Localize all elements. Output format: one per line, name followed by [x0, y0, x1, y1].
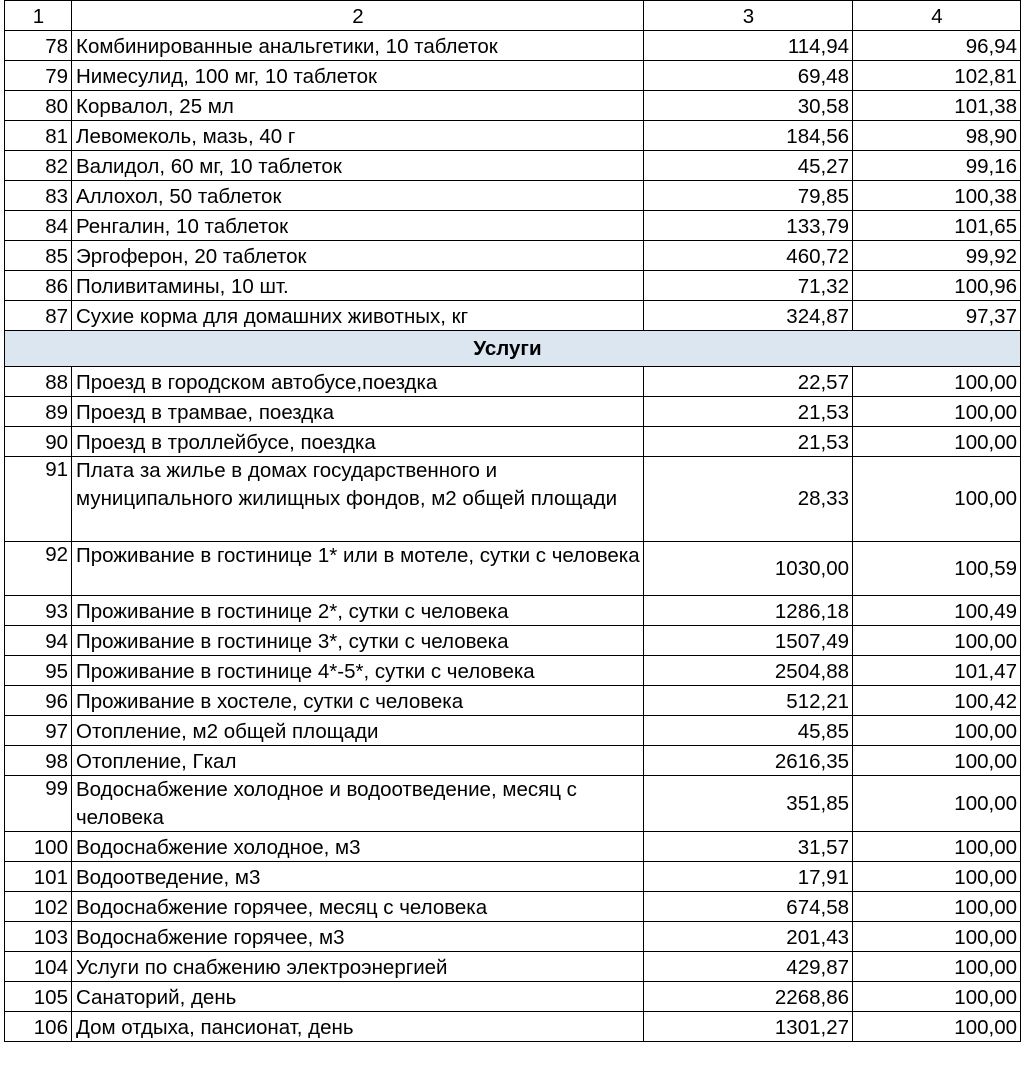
index-percent-cell: 100,00	[853, 952, 1021, 982]
row-number-cell: 99	[5, 776, 72, 832]
price-cell: 45,27	[644, 151, 853, 181]
table-row	[5, 746, 1021, 776]
table-row	[5, 31, 1021, 61]
price-cell: 31,57	[644, 832, 853, 862]
table-row	[5, 91, 1021, 121]
table-row	[5, 271, 1021, 301]
item-name-cell: Валидол, 60 мг, 10 таблеток	[72, 151, 644, 181]
price-cell: 21,53	[644, 427, 853, 457]
price-cell: 184,56	[644, 121, 853, 151]
price-table	[4, 0, 1021, 1042]
header-cell-1: 1	[5, 1, 72, 31]
row-number-cell: 102	[5, 892, 72, 922]
index-percent-cell: 100,00	[853, 982, 1021, 1012]
table-row	[5, 832, 1021, 862]
index-percent-cell: 101,65	[853, 211, 1021, 241]
item-name-cell: Проезд в городском автобусе,поездка	[72, 367, 644, 397]
price-cell: 460,72	[644, 241, 853, 271]
table-row	[5, 656, 1021, 686]
item-name-cell: Водоснабжение горячее, месяц с человека	[72, 892, 644, 922]
item-name-cell: Санаторий, день	[72, 982, 644, 1012]
table-row	[5, 367, 1021, 397]
price-cell: 351,85	[644, 776, 853, 832]
price-cell: 69,48	[644, 61, 853, 91]
row-number-cell: 89	[5, 397, 72, 427]
index-percent-cell: 101,38	[853, 91, 1021, 121]
item-name-cell: Проживание в гостинице 3*, сутки с человека	[72, 626, 644, 656]
index-percent-cell: 100,00	[853, 716, 1021, 746]
index-percent-cell: 100,00	[853, 397, 1021, 427]
price-cell: 201,43	[644, 922, 853, 952]
price-cell: 512,21	[644, 686, 853, 716]
table-row	[5, 427, 1021, 457]
item-name-cell: Проживание в гостинице 1* или в мотеле, сутки с человека	[72, 542, 644, 596]
row-number-cell: 97	[5, 716, 72, 746]
index-percent-cell: 100,49	[853, 596, 1021, 626]
table-row	[5, 542, 1021, 596]
index-percent-cell: 100,00	[853, 746, 1021, 776]
row-number-cell: 96	[5, 686, 72, 716]
item-name-cell: Водоснабжение холодное, м3	[72, 832, 644, 862]
price-cell: 22,57	[644, 367, 853, 397]
price-cell: 45,85	[644, 716, 853, 746]
row-number-cell: 91	[5, 457, 72, 542]
item-name-cell: Проживание в гостинице 2*, сутки с человека	[72, 596, 644, 626]
header-cell-3: 3	[644, 1, 853, 31]
item-name-cell: Водоотведение, м3	[72, 862, 644, 892]
table-row	[5, 952, 1021, 982]
table-row	[5, 1012, 1021, 1042]
price-cell: 17,91	[644, 862, 853, 892]
index-percent-cell: 99,16	[853, 151, 1021, 181]
price-cell: 1286,18	[644, 596, 853, 626]
index-percent-cell: 102,81	[853, 61, 1021, 91]
price-cell: 324,87	[644, 301, 853, 331]
item-name-cell: Дом отдыха, пансионат, день	[72, 1012, 644, 1042]
row-number-cell: 103	[5, 922, 72, 952]
row-number-cell: 98	[5, 746, 72, 776]
header-cell-2: 2	[72, 1, 644, 31]
table-row	[5, 457, 1021, 542]
table-row	[5, 211, 1021, 241]
row-number-cell: 86	[5, 271, 72, 301]
item-name-cell: Аллохол, 50 таблеток	[72, 181, 644, 211]
index-percent-cell: 100,96	[853, 271, 1021, 301]
price-cell: 2616,35	[644, 746, 853, 776]
price-cell: 114,94	[644, 31, 853, 61]
index-percent-cell: 100,00	[853, 367, 1021, 397]
table-row	[5, 716, 1021, 746]
table-row	[5, 982, 1021, 1012]
header-cell-4: 4	[853, 1, 1021, 31]
item-name-cell: Комбинированные анальгетики, 10 таблеток	[72, 31, 644, 61]
row-number-cell: 88	[5, 367, 72, 397]
index-percent-cell: 97,37	[853, 301, 1021, 331]
item-name-cell: Плата за жилье в домах государственного и муниципального жилищных фондов, м2 общей площади	[72, 457, 644, 542]
table-row	[5, 181, 1021, 211]
item-name-cell: Нимесулид, 100 мг, 10 таблеток	[72, 61, 644, 91]
price-cell: 79,85	[644, 181, 853, 211]
table-row	[5, 776, 1021, 832]
table-row	[5, 241, 1021, 271]
item-name-cell: Отопление, Гкал	[72, 746, 644, 776]
row-number-cell: 93	[5, 596, 72, 626]
index-percent-cell: 98,90	[853, 121, 1021, 151]
index-percent-cell: 100,00	[853, 457, 1021, 542]
item-name-cell: Проживание в гостинице 4*-5*, сутки с человека	[72, 656, 644, 686]
item-name-cell: Корвалол, 25 мл	[72, 91, 644, 121]
price-cell: 1030,00	[644, 542, 853, 596]
section-header-row	[5, 331, 1021, 367]
row-number-cell: 84	[5, 211, 72, 241]
index-percent-cell: 100,00	[853, 776, 1021, 832]
price-cell: 674,58	[644, 892, 853, 922]
table-row	[5, 301, 1021, 331]
row-number-cell: 104	[5, 952, 72, 982]
column-number-header-row	[5, 1, 1021, 31]
price-cell: 28,33	[644, 457, 853, 542]
price-cell: 429,87	[644, 952, 853, 982]
row-number-cell: 78	[5, 31, 72, 61]
index-percent-cell: 100,38	[853, 181, 1021, 211]
item-name-cell: Проезд в троллейбусе, поездка	[72, 427, 644, 457]
table-row	[5, 626, 1021, 656]
item-name-cell: Левомеколь, мазь, 40 г	[72, 121, 644, 151]
item-name-cell: Услуги по снабжению электроэнергией	[72, 952, 644, 982]
price-cell: 21,53	[644, 397, 853, 427]
row-number-cell: 85	[5, 241, 72, 271]
row-number-cell: 83	[5, 181, 72, 211]
item-name-cell: Отопление, м2 общей площади	[72, 716, 644, 746]
index-percent-cell: 100,00	[853, 1012, 1021, 1042]
row-number-cell: 101	[5, 862, 72, 892]
table-row	[5, 892, 1021, 922]
item-name-cell: Эргоферон, 20 таблеток	[72, 241, 644, 271]
item-name-cell: Водоснабжение холодное и водоотведение, месяц с человека	[72, 776, 644, 832]
row-number-cell: 92	[5, 542, 72, 596]
index-percent-cell: 100,00	[853, 862, 1021, 892]
index-percent-cell: 100,00	[853, 922, 1021, 952]
index-percent-cell: 99,92	[853, 241, 1021, 271]
table-row	[5, 121, 1021, 151]
price-cell: 2268,86	[644, 982, 853, 1012]
price-cell: 2504,88	[644, 656, 853, 686]
section-title-services: Услуги	[5, 331, 1021, 367]
row-number-cell: 94	[5, 626, 72, 656]
index-percent-cell: 100,59	[853, 542, 1021, 596]
price-cell: 71,32	[644, 271, 853, 301]
item-name-cell: Проживание в хостеле, сутки с человека	[72, 686, 644, 716]
price-cell: 1507,49	[644, 626, 853, 656]
row-number-cell: 87	[5, 301, 72, 331]
index-percent-cell: 100,00	[853, 832, 1021, 862]
item-name-cell: Сухие корма для домашних животных, кг	[72, 301, 644, 331]
index-percent-cell: 96,94	[853, 31, 1021, 61]
table-row	[5, 862, 1021, 892]
index-percent-cell: 100,42	[853, 686, 1021, 716]
row-number-cell: 105	[5, 982, 72, 1012]
row-number-cell: 80	[5, 91, 72, 121]
price-cell: 133,79	[644, 211, 853, 241]
item-name-cell: Ренгалин, 10 таблеток	[72, 211, 644, 241]
price-cell: 30,58	[644, 91, 853, 121]
table-row	[5, 151, 1021, 181]
table-row	[5, 922, 1021, 952]
item-name-cell: Поливитамины, 10 шт.	[72, 271, 644, 301]
index-percent-cell: 101,47	[853, 656, 1021, 686]
row-number-cell: 82	[5, 151, 72, 181]
table-row	[5, 686, 1021, 716]
table-row	[5, 596, 1021, 626]
item-name-cell: Проезд в трамвае, поездка	[72, 397, 644, 427]
row-number-cell: 81	[5, 121, 72, 151]
row-number-cell: 106	[5, 1012, 72, 1042]
index-percent-cell: 100,00	[853, 892, 1021, 922]
row-number-cell: 90	[5, 427, 72, 457]
index-percent-cell: 100,00	[853, 626, 1021, 656]
row-number-cell: 100	[5, 832, 72, 862]
index-percent-cell: 100,00	[853, 427, 1021, 457]
table-row	[5, 397, 1021, 427]
row-number-cell: 95	[5, 656, 72, 686]
price-cell: 1301,27	[644, 1012, 853, 1042]
table-row	[5, 61, 1021, 91]
item-name-cell: Водоснабжение горячее, м3	[72, 922, 644, 952]
row-number-cell: 79	[5, 61, 72, 91]
